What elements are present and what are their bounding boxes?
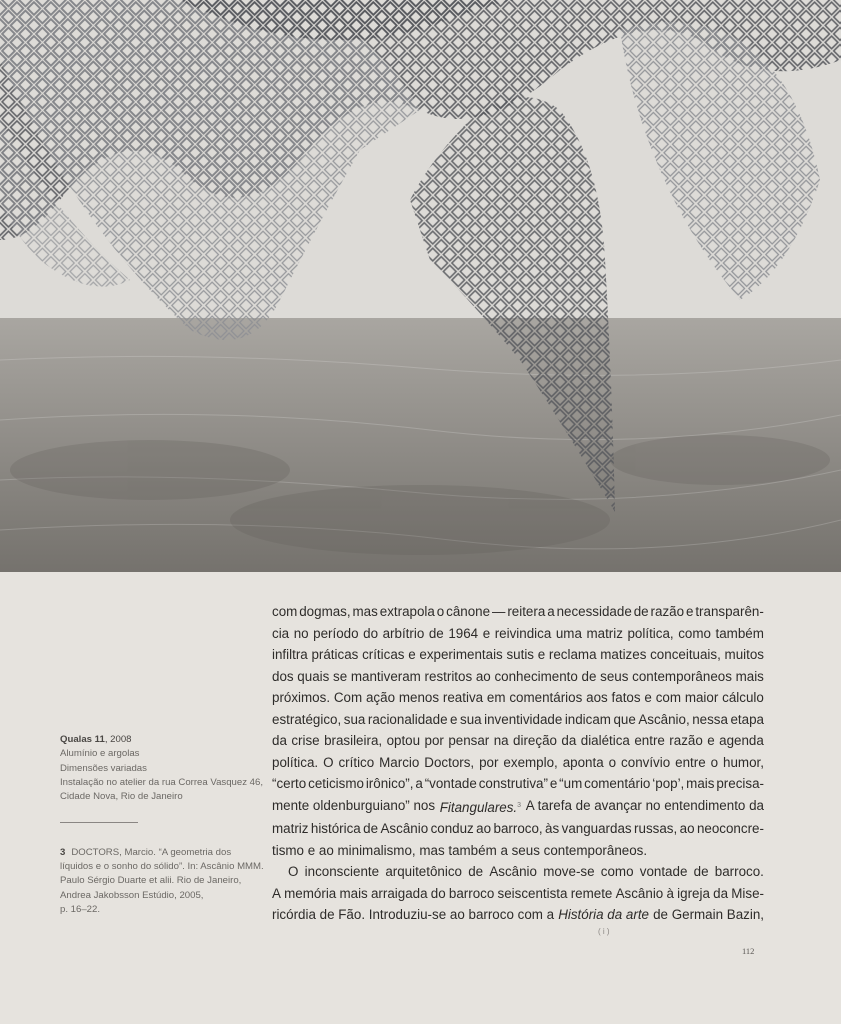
body-text-segment: ricórdia de Fão. Introduziu-se ao barroco com a bbox=[272, 907, 555, 922]
body-line bbox=[272, 795, 764, 819]
caption-year: , 2008 bbox=[104, 734, 132, 745]
body-line: matriz histórica de Ascânio conduz ao barroco, às vanguardas russas, ao neoconcre- bbox=[272, 821, 764, 836]
body-line: O inconsciente arquitetônico de Ascânio move-se como vontade de barroco. bbox=[288, 864, 764, 879]
body-line: cia no período do arbítrio de 1964 e reivindica uma matriz política, como também bbox=[272, 625, 764, 641]
footnote-divider bbox=[60, 822, 138, 823]
footnote-line: líquidos e o sonho do sólido”. In: Ascânio MMM. bbox=[60, 861, 264, 873]
caption-line: Alumínio e argolas bbox=[60, 748, 140, 760]
footnote bbox=[60, 846, 264, 917]
work-title: Fitangulares. bbox=[439, 799, 518, 815]
body-text-segment: de Germain Bazin, bbox=[653, 907, 764, 922]
footnote-reference: 3 bbox=[517, 801, 522, 809]
body-line: A memória mais arraigada do barroco seiscentista remete Ascânio à igreja da Mise- bbox=[272, 885, 764, 901]
figure-caption bbox=[60, 733, 264, 804]
body-text-segment: A tarefa de avançar no entendimento da bbox=[525, 797, 764, 813]
footnote-line bbox=[60, 846, 250, 860]
footnote-line: p. 16–22. bbox=[60, 903, 101, 915]
caption-title-line bbox=[60, 733, 250, 747]
footnote-number: 3 bbox=[60, 847, 66, 858]
caption-line: Instalação no atelier da rua Correa Vasquez 46, bbox=[60, 776, 264, 788]
footnote-line: Andrea Jakobsson Estúdio, 2005, bbox=[60, 889, 204, 901]
body-line: dos quais se mantiveram restritos ao conhecimento de seus contemporâneos mais bbox=[272, 668, 764, 684]
body-line: política. O crítico Marcio Doctors, por exemplo, aponta o convívio entre o humor, bbox=[272, 754, 764, 770]
footnote-line: Paulo Sérgio Duarte et alii. Rio de Janeiro, bbox=[60, 875, 242, 887]
body-line: próximos. Com ação menos reativa em comentários aos fatos e com maior cálculo bbox=[272, 690, 764, 705]
body-line bbox=[272, 904, 764, 926]
section-marker: ( i ) bbox=[598, 927, 610, 936]
footnote-text: DOCTORS, Marcio. “A geometria dos bbox=[71, 847, 232, 858]
caption-title: Qualas 11 bbox=[60, 734, 105, 745]
body-line: com dogmas, mas extrapola o cânone — reitera a necessidade de razão e transparên- bbox=[272, 604, 764, 619]
caption-line: Dimensões variadas bbox=[60, 762, 147, 774]
body-line: infiltra práticas críticas e experimentais sutis e reclama matizes conceituais, muitos bbox=[272, 647, 764, 662]
body-text bbox=[272, 601, 764, 926]
body-line: tismo e ao minimalismo, mas também a seus contemporâneos. bbox=[272, 842, 648, 858]
body-line: da crise brasileira, optou por pensar na direção da dialética entre razão e agenda bbox=[272, 733, 764, 748]
caption-line: Cidade Nova, Rio de Janeiro bbox=[60, 791, 183, 803]
body-line: “certo ceticismo irônico”, a “vontade construtiva” e “um comentário ‘pop’, mais precisa- bbox=[272, 776, 764, 791]
body-text-segment: mente oldenburguiano” nos bbox=[272, 797, 436, 813]
book-title: História da arte bbox=[558, 907, 649, 922]
page-number: 112 bbox=[742, 946, 755, 956]
body-line: estratégico, sua racionalidade e sua inventividade indicam que Ascânio, nessa etapa bbox=[272, 711, 764, 727]
body-text-segment bbox=[440, 795, 521, 819]
